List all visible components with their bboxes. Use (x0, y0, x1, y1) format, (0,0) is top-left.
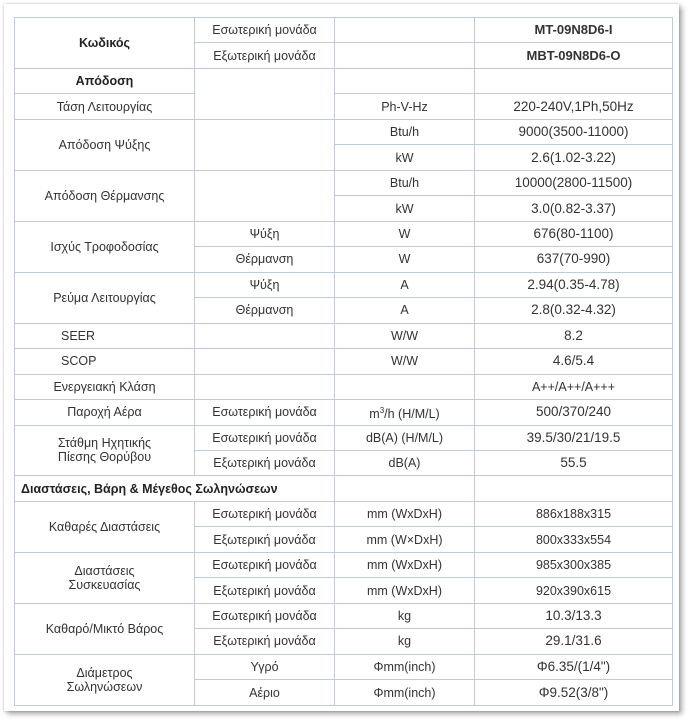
current-heat-mode: Θέρμανση (195, 298, 335, 323)
weight-indoor-label: Εσωτερική μονάδα (195, 603, 335, 628)
pack-outdoor-value: 920x390x615 (475, 578, 673, 603)
airflow-unit: $m^3/h$ (H/M/L) (335, 400, 475, 425)
noise-outdoor-unit: dB(A) (335, 450, 475, 475)
heating-kw-value: 3.0(0.82-3.37) (475, 196, 673, 221)
voltage-label: Τάση Λειτουργίας (15, 94, 195, 119)
empty-cell (195, 170, 335, 221)
spec-sheet (4, 4, 679, 711)
heating-btu-value: 10000(2800-11500) (475, 170, 673, 195)
noise-indoor-unit: dB(A) (H/M/L) (335, 425, 475, 450)
table-row (15, 425, 673, 450)
net-dim-label: Καθαρές Διαστάσεις (15, 501, 195, 552)
seer-value: 8.2 (475, 323, 673, 348)
table-row (15, 18, 673, 43)
pack-outdoor-label: Εξωτερική μονάδα (195, 578, 335, 603)
current-cool-unit: A (335, 272, 475, 297)
power-cool-unit: W (335, 221, 475, 246)
weight-indoor-value: 10.3/13.3 (475, 603, 673, 628)
pipe-gas-label: Αέριο (195, 680, 335, 706)
noise-indoor-value: 39.5/30/21/19.5 (475, 425, 673, 450)
power-cool-value: 676(80-1100) (475, 221, 673, 246)
current-heat-value: 2.8(0.32-4.32) (475, 298, 673, 323)
net-indoor-unit: mm (WxDxH) (335, 501, 475, 526)
table-row (15, 119, 673, 144)
pipe-liquid-unit: Φmm(inch) (335, 654, 475, 679)
voltage-unit: Ph-V-Hz (335, 94, 475, 119)
empty-cell (195, 323, 335, 348)
net-outdoor-unit: mm (W×DxH) (335, 527, 475, 552)
power-heat-mode: Θέρμανση (195, 247, 335, 272)
scop-value: 4.6/5.4 (475, 349, 673, 374)
table-row (15, 170, 673, 195)
current-heat-unit: A (335, 298, 475, 323)
table-row (15, 552, 673, 577)
weight-label: Καθαρό/Μικτό Βάρος (15, 603, 195, 654)
heating-kw-unit: kW (335, 196, 475, 221)
model-label: Κωδικός (15, 18, 195, 69)
table-row (15, 272, 673, 297)
empty-cell (195, 349, 335, 374)
table-row (15, 221, 673, 246)
seer-label: SEER (15, 323, 195, 348)
pack-indoor-label: Εσωτερική μονάδα (195, 552, 335, 577)
pack-outdoor-unit: mm (WxDxH) (335, 578, 475, 603)
table-row (15, 603, 673, 628)
table-row (15, 68, 673, 93)
net-outdoor-value: 800x333x554 (475, 527, 673, 552)
pipe-label: Διάμετρος Σωληνώσεων (15, 654, 195, 705)
empty-cell (195, 119, 335, 170)
table-row (15, 476, 673, 501)
dimensions-section-label: Διαστάσεις, Βάρη & Μέγεθος Σωληνώσεων (15, 476, 335, 501)
spec-table (14, 17, 673, 706)
pack-dim-label: Διαστάσεις Συσκευασίας (15, 552, 195, 603)
empty-cell (335, 18, 475, 43)
empty-cell (335, 476, 475, 501)
cooling-btu-value: 9000(3500-11000) (475, 119, 673, 144)
table-row (15, 323, 673, 348)
table-row (15, 501, 673, 526)
airflow-indoor-label: Εσωτερική μονάδα (195, 400, 335, 425)
model-indoor-value: MT-09N8D6-I (475, 18, 673, 43)
airflow-label: Παροχή Αέρα (15, 400, 195, 425)
performance-section-label: Απόδοση (15, 68, 195, 93)
noise-outdoor-value: 55.5 (475, 450, 673, 475)
pack-indoor-value: 985x300x385 (475, 552, 673, 577)
net-outdoor-label: Εξωτερική μονάδα (195, 527, 335, 552)
energy-label: Ενεργειακή Κλάση (15, 374, 195, 399)
power-cool-mode: Ψύξη (195, 221, 335, 246)
empty-cell (335, 43, 475, 68)
current-cool-mode: Ψύξη (195, 272, 335, 297)
cooling-label: Απόδοση Ψύξης (15, 119, 195, 170)
net-indoor-label: Εσωτερική μονάδα (195, 501, 335, 526)
power-heat-value: 637(70-990) (475, 247, 673, 272)
model-outdoor-value: MBT-09N8D6-O (475, 43, 673, 68)
heating-label: Απόδοση Θέρμανσης (15, 170, 195, 221)
scop-label: SCOP (15, 349, 195, 374)
empty-cell (335, 374, 475, 399)
current-label: Ρεύμα Λειτουργίας (15, 272, 195, 323)
energy-value: A++/A++/A+++ (475, 374, 673, 399)
pipe-liquid-value: Φ6.35/(1/4") (475, 654, 673, 679)
power-label: Ισχύς Τροφοδοσίας (15, 221, 195, 272)
table-row (15, 400, 673, 425)
net-indoor-value: 886x188x315 (475, 501, 673, 526)
noise-label: Στάθμη Ηχητικής Πίεσης Θορύβου (15, 425, 195, 476)
current-cool-value: 2.94(0.35-4.78) (475, 272, 673, 297)
pipe-liquid-label: Υγρό (195, 654, 335, 679)
pipe-gas-unit: Φmm(inch) (335, 680, 475, 706)
table-row (15, 654, 673, 679)
pipe-gas-value: Φ9.52(3/8") (475, 680, 673, 706)
power-heat-unit: W (335, 247, 475, 272)
noise-indoor-label: Εσωτερική μονάδα (195, 425, 335, 450)
cooling-kw-unit: kW (335, 145, 475, 170)
weight-outdoor-unit: kg (335, 629, 475, 654)
table-row (15, 94, 673, 119)
weight-indoor-unit: kg (335, 603, 475, 628)
noise-outdoor-label: Εξωτερική μονάδα (195, 450, 335, 475)
pack-indoor-unit: mm (WxDxH) (335, 552, 475, 577)
airflow-value: 500/370/240 (475, 400, 673, 425)
empty-cell (475, 68, 673, 93)
model-outdoor-label: Εξωτερική μονάδα (195, 43, 335, 68)
table-row (15, 374, 673, 399)
table-row (15, 349, 673, 374)
empty-cell (475, 476, 673, 501)
weight-outdoor-label: Εξωτερική μονάδα (195, 629, 335, 654)
seer-unit: W/W (335, 323, 475, 348)
model-indoor-label: Εσωτερική μονάδα (195, 18, 335, 43)
voltage-value: 220-240V,1Ph,50Hz (475, 94, 673, 119)
weight-outdoor-value: 29.1/31.6 (475, 629, 673, 654)
cooling-kw-value: 2.6(1.02-3.22) (475, 145, 673, 170)
empty-cell (335, 68, 475, 93)
heating-btu-unit: Btu/h (335, 170, 475, 195)
scop-unit: W/W (335, 349, 475, 374)
empty-cell (195, 68, 335, 119)
cooling-btu-unit: Btu/h (335, 119, 475, 144)
empty-cell (195, 374, 335, 399)
